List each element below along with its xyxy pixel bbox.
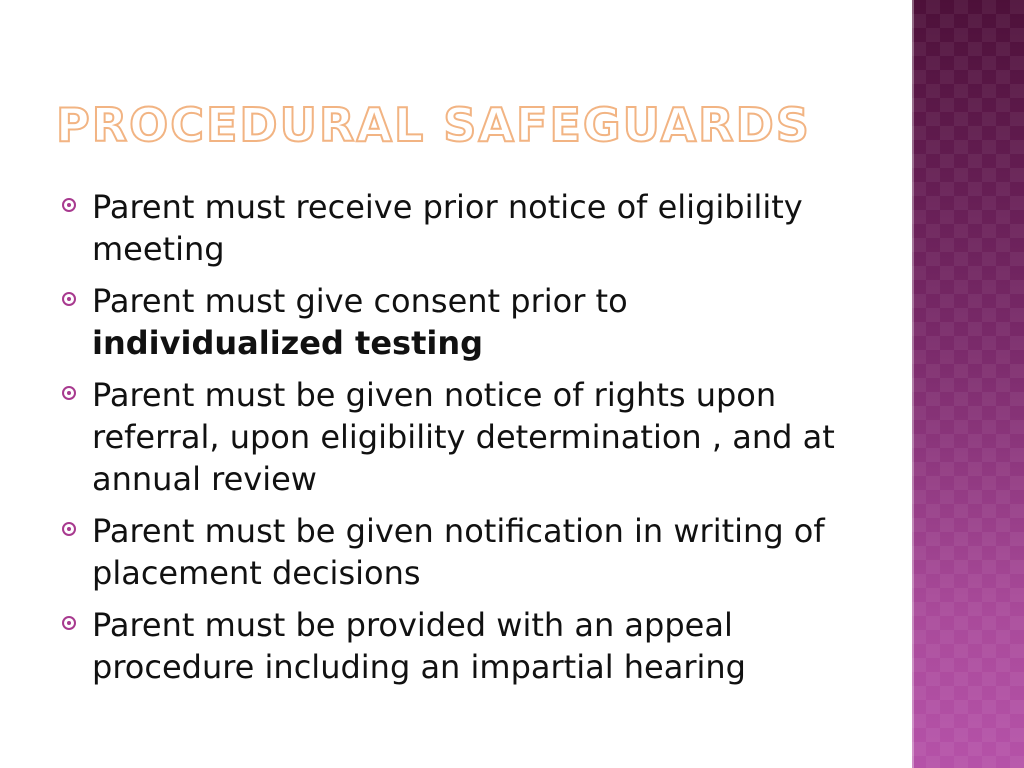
side-band-edge <box>912 0 914 768</box>
bullet-text: Parent must be given notice of rights upon referral, upon eligibility determination , and at annual review <box>92 376 835 498</box>
radio-circle-icon <box>62 616 76 630</box>
radio-circle-icon <box>62 386 76 400</box>
bullet-text: Parent must receive prior notice of eligibility meeting <box>92 188 803 268</box>
bullet-item <box>60 374 860 500</box>
bullet-item <box>60 280 860 364</box>
bullet-item <box>60 510 860 594</box>
bullet-bold-text: individualized testing <box>92 324 484 362</box>
bullet-text: Parent must be given notification in writing of placement decisions <box>92 512 825 592</box>
bullet-item <box>60 604 860 688</box>
bullet-text: Parent must give consent prior to <box>92 282 628 320</box>
radio-circle-icon <box>62 198 76 212</box>
bullet-list <box>60 186 860 698</box>
radio-circle-icon <box>62 522 76 536</box>
radio-circle-icon <box>62 292 76 306</box>
diamond-pattern <box>912 0 1024 768</box>
bullet-item <box>60 186 860 270</box>
slide-title: PROCEDURAL SAFEGUARDS <box>56 98 811 152</box>
decorative-side-band <box>912 0 1024 768</box>
bullet-text: Parent must be provided with an appeal procedure including an impartial hearing <box>92 606 746 686</box>
